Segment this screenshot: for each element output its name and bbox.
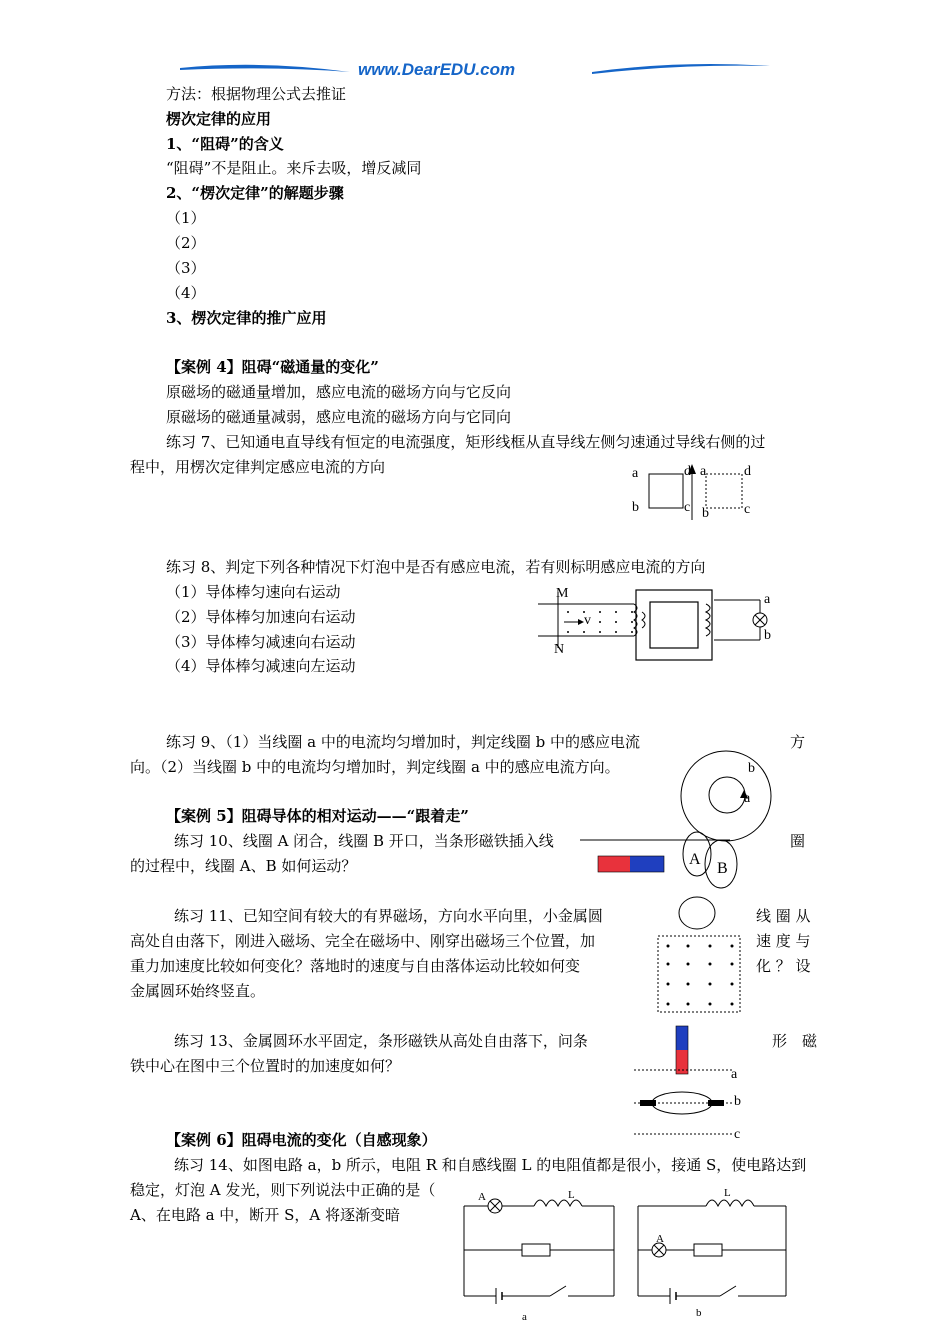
step-3: （3） (166, 259, 206, 277)
ex11-line1: 练习 11、已知空间有较大的有界磁场，方向水平向里，小金属圆 (174, 907, 603, 925)
fig14a-label-A: A (478, 1191, 486, 1203)
fig7-label-c1: c (684, 500, 691, 515)
fig9-label-b: b (748, 761, 755, 776)
ex7-line2: 程中，用楞次定律判定感应电流的方向 (130, 458, 386, 476)
fig14a-caption: a (522, 1311, 527, 1323)
fig13-label-c: c (734, 1127, 741, 1142)
ex9-line2: 向。（2）当线圈 b 中的电流均匀增加时，判定线圈 a 中的感应电流方向。 (130, 758, 620, 776)
fig7-label-a1: a (632, 466, 639, 481)
case6-title: 【案例 6】阻碍电流的变化（自感现象） (166, 1131, 437, 1149)
ex8-opt1: （1）导体棒匀速向右运动 (166, 583, 341, 601)
fig7-label-d2: d (744, 464, 751, 479)
heading-3: 3、楞次定律的推广应用 (166, 309, 327, 327)
case4-title: 【案例 4】阻碍“磁通量的变化” (166, 358, 379, 376)
fig10-label-B: B (717, 860, 728, 877)
fig9-label-a: a (744, 791, 751, 806)
fig11-diagram (654, 896, 744, 1026)
ex13-line2: 铁中心在图中三个位置时的加速度如何？ (130, 1057, 401, 1075)
fig13-label-b: b (734, 1094, 741, 1109)
ex10-line2: 的过程中，线圈 A、B 如何运动？ (130, 857, 357, 875)
fig8-label-b: b (764, 628, 771, 643)
fig10-label-A: A (689, 851, 701, 868)
fig8-diagram (538, 582, 778, 662)
ex11-line3-tail: 化 ？ 设 (756, 957, 811, 975)
heading-1: 1、“阻碍”的含义 (166, 135, 284, 153)
step-1: （1） (166, 209, 206, 227)
fig13-label-a: a (731, 1067, 738, 1082)
method-line: 方法：根据物理公式去推证 (166, 85, 347, 103)
ex8-opt2: （2）导体棒匀加速向右运动 (166, 608, 356, 626)
ex14-line2: 稳定，灯泡 A 发光，则下列说法中正确的是（ (130, 1181, 436, 1199)
fig7-label-b1: b (632, 500, 639, 515)
fig14b-label-A: A (656, 1233, 664, 1245)
ex10-line1-tail: 圈 (790, 832, 806, 850)
fig8-label-v: v (584, 613, 591, 628)
meaning-line: “阻碍”不是阻止。来斥去吸，增反减同 (166, 159, 422, 177)
fig9-coil-diagram (580, 750, 800, 890)
ex8-line1: 练习 8、判定下列各种情况下灯泡中是否有感应电流，若有则标明感应电流的方向 (166, 558, 706, 576)
step-4: （4） (166, 284, 206, 302)
ex11-line1-tail: 线 圈 从 (756, 907, 811, 925)
ex13-line1: 练习 13、金属圆环水平固定，条形磁铁从高处自由落下，问条 (174, 1032, 588, 1050)
ex11-line4: 金属圆环始终竖直。 (130, 982, 266, 1000)
ex9-line1: 练习 9、（1）当线圈 a 中的电流均匀增加时，判定线圈 b 中的感应电流 (166, 733, 640, 751)
fig14b-label-L: L (724, 1187, 731, 1199)
ex11-line2-tail: 速 度 与 (756, 932, 811, 950)
ex10-line1: 练习 10、线圈 A 闭合，线圈 B 开口，当条形磁铁插入线 (174, 832, 554, 850)
ex11-line2: 高处自由落下，刚进入磁场、完全在磁场中、刚穿出磁场三个位置，加 (130, 932, 596, 950)
ex14-option-A: A、在电路 a 中，断开 S，A 将逐渐变暗 (130, 1206, 400, 1224)
fig8-label-M: M (556, 586, 569, 601)
ex7-line1: 练习 7、已知通电直导线有恒定的电流强度，矩形线框从直导线左侧匀速通过导线右侧的过 (166, 433, 766, 451)
fig14a-label-L: L (568, 1189, 575, 1201)
heading-2: 2、“楞次定律”的解题步骤 (166, 184, 344, 202)
section-title: 楞次定律的应用 (166, 110, 272, 128)
fig7-label-d1: d (684, 464, 691, 479)
fig13-diagram (634, 1026, 744, 1136)
ex8-opt4: （4）导体棒匀减速向左运动 (166, 657, 356, 675)
site-brand[interactable]: www.DearEDU.com (358, 60, 516, 79)
fig7-label-b2: b (702, 506, 709, 521)
ex9-line1-tail: 方 (790, 733, 806, 751)
step-2: （2） (166, 234, 206, 252)
ex8-opt3: （3）导体棒匀减速向右运动 (166, 633, 356, 651)
fig14-circuit-a (462, 1188, 622, 1308)
fig14b-caption: b (696, 1307, 702, 1319)
fig8-label-N: N (554, 642, 565, 657)
ex11-line3: 重力加速度比较如何变化？落地时的速度与自由落体运动比较如何变 (130, 957, 581, 975)
case5-title: 【案例 5】阻碍导体的相对运动——“跟着走” (166, 807, 469, 825)
fig8-label-a: a (764, 592, 771, 607)
case4-line2: 原磁场的磁通量减弱，感应电流的磁场方向与它同向 (166, 408, 512, 426)
fig14-circuit-b (636, 1188, 796, 1308)
ex14-line1: 练习 14、如图电路 a，b 所示，电阻 R 和自感线圈 L 的电阻值都是很小，接通 S，使电路达到 (174, 1156, 807, 1174)
ex13-line1-tail: 形 磁 (772, 1032, 818, 1050)
fig7-label-a2: a (700, 464, 707, 479)
case4-line1: 原磁场的磁通量增加，感应电流的磁场方向与它反向 (166, 383, 512, 401)
fig7-label-c2: c (744, 502, 751, 517)
